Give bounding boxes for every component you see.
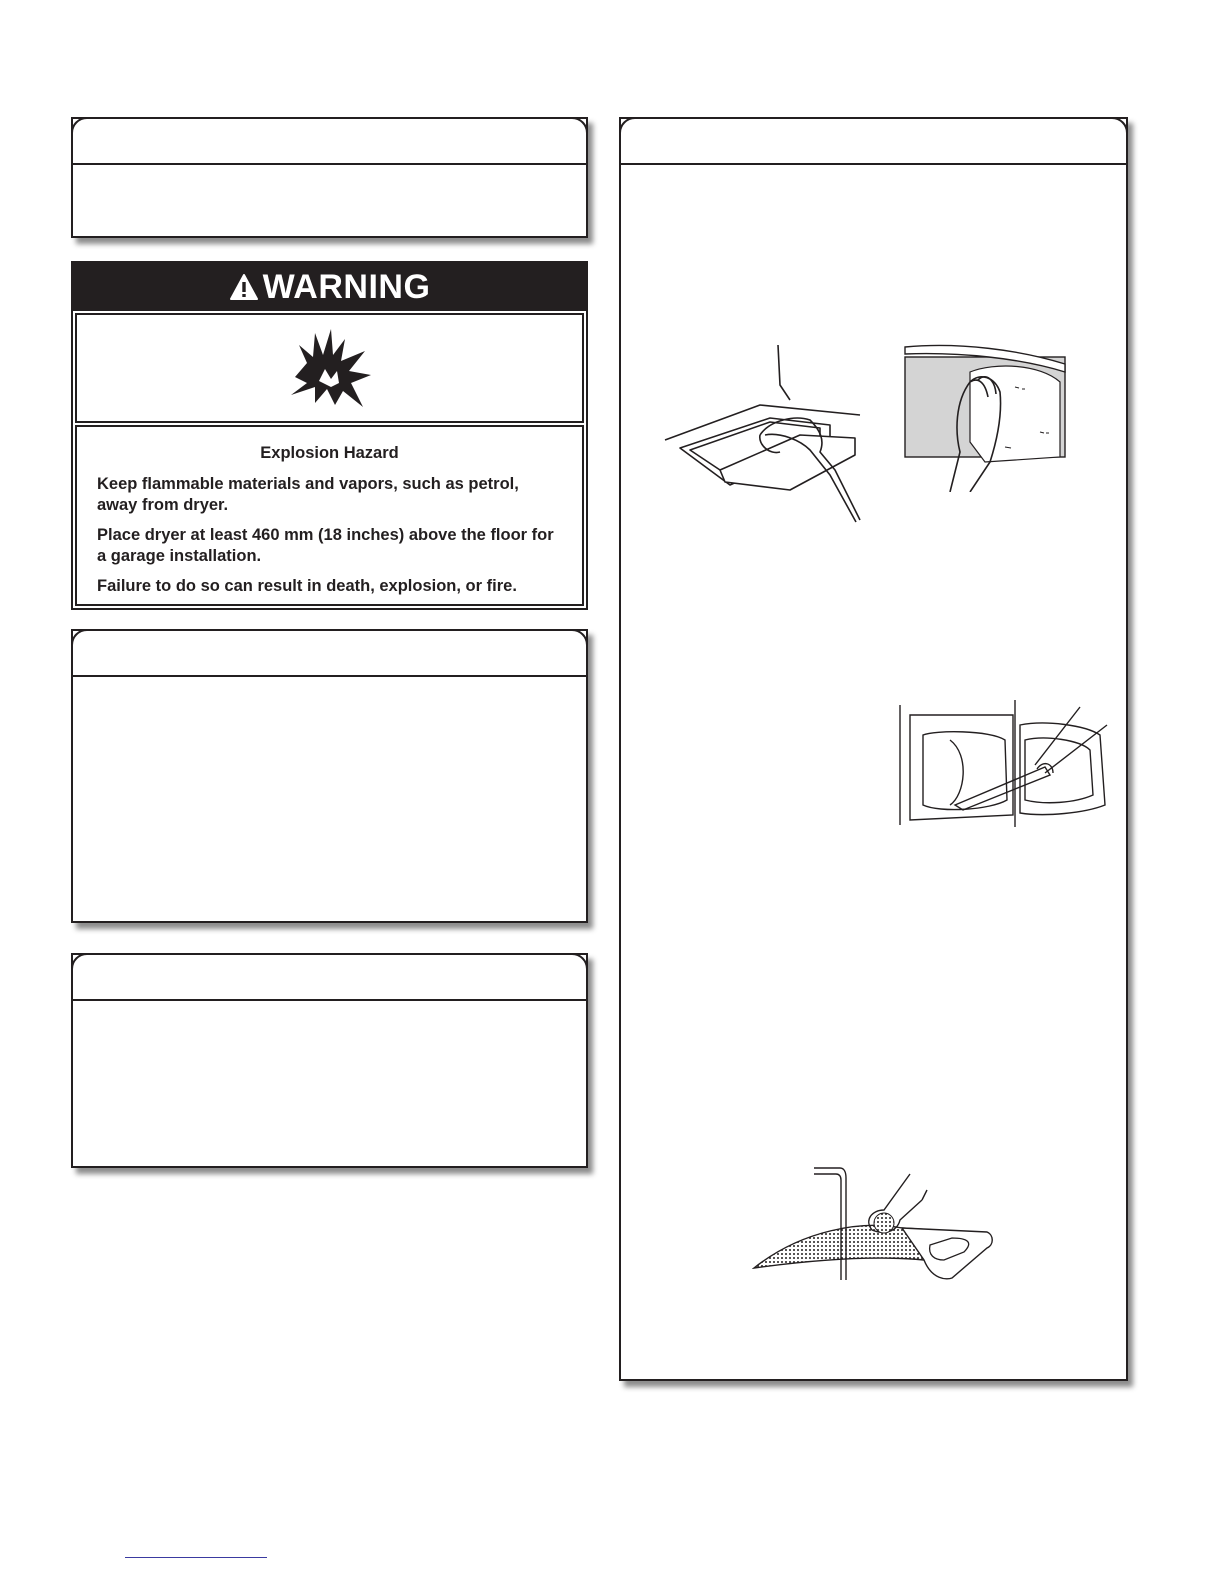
hazard-title: Explosion Hazard — [260, 444, 399, 462]
lint-screen-washing-illustration — [752, 1160, 994, 1285]
section-tab — [71, 953, 588, 1001]
lint-screen-removal-illustration — [660, 340, 870, 525]
section-panel-top-left — [71, 117, 588, 238]
warning-text-block — [75, 425, 584, 606]
warning-box — [71, 261, 588, 610]
section-tab — [71, 117, 588, 165]
warning-line: Keep flammable materials and vapors, such as petrol, away from dryer. — [97, 475, 519, 514]
section-panel-bottom-left — [71, 953, 588, 1168]
lint-trap-wiping-illustration — [900, 342, 1070, 492]
warning-header — [73, 263, 586, 311]
warning-line: Failure to do so can result in death, explosion, or fire. — [97, 577, 517, 595]
section-panel-middle-left — [71, 629, 588, 923]
alert-triangle-icon — [229, 273, 259, 301]
explosion-icon — [285, 325, 375, 411]
warning-title: WARNING — [262, 267, 431, 306]
warning-symbol-area — [75, 313, 584, 423]
footer-rule — [125, 1557, 267, 1558]
section-tab — [619, 117, 1128, 165]
drum-interior-cleaning-illustration — [895, 695, 1110, 830]
warning-line: Place dryer at least 460 mm (18 inches) above the floor for a garage installation. — [97, 526, 554, 565]
section-tab — [71, 629, 588, 677]
